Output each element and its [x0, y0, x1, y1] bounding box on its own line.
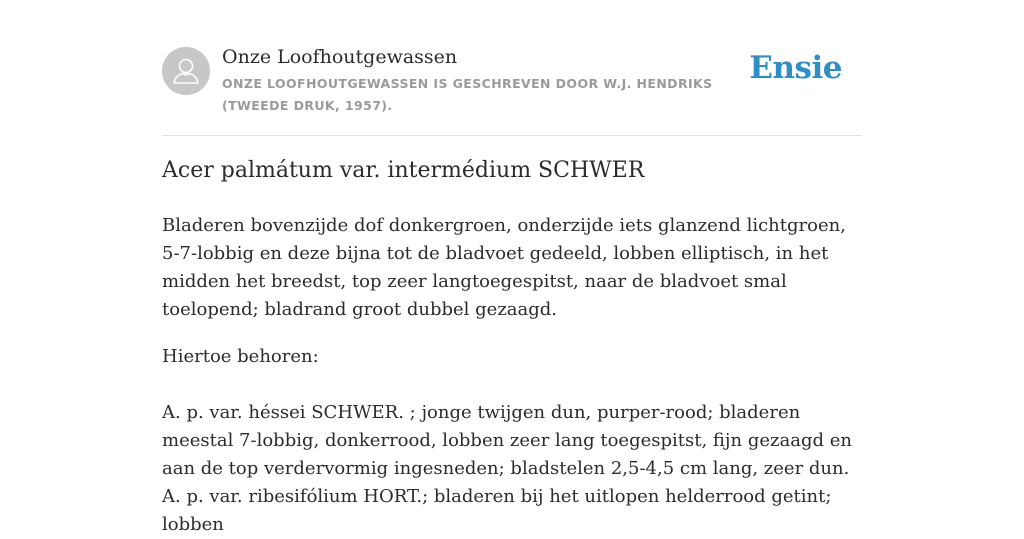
source-description: ONZE LOOFHOUTGEWASSEN IS GESCHREVEN DOOR W.J. HENDRIKS (TWEEDE DRUK, 1957).: [222, 76, 713, 113]
source-header: [162, 0, 862, 136]
user-icon[interactable]: [162, 47, 210, 95]
article-title: Acer palmátum var. intermédium SCHWER: [162, 158, 645, 183]
article-paragraph: Hiertoe behoren:: [162, 346, 319, 367]
variety-list: [162, 399, 862, 539]
ensie-logo[interactable]: Ensie: [749, 50, 842, 86]
article-page: [162, 0, 862, 535]
source-title[interactable]: Onze Loofhoutgewassen: [222, 46, 458, 68]
variety-item: A. p. var. ribesifólium HORT.; bladeren bij het uitlopen helderrood getint; lobben: [162, 486, 832, 535]
article-paragraph: Bladeren bovenzijde dof donkergroen, onderzijde iets glanzend lichtgroen, 5-7-lobbig en deze bijna tot de bladvoet gedeeld, lobben elliptisch, in het midden het breedst, top zeer langtoegespitst, naar de bladvoet smal toelopend; bladrand groot dubbel gezaagd.: [162, 215, 846, 320]
variety-item: A. p. var. héssei SCHWER. ; jonge twijgen dun, purper-rood; bladeren meestal 7-lobbig, donkerrood, lobben zeer lang toegespitst, fijn gezaagd en aan de top verdervormig ingesneden; bladstelen 2,5-4,5 cm lang, zeer dun.: [162, 402, 852, 479]
